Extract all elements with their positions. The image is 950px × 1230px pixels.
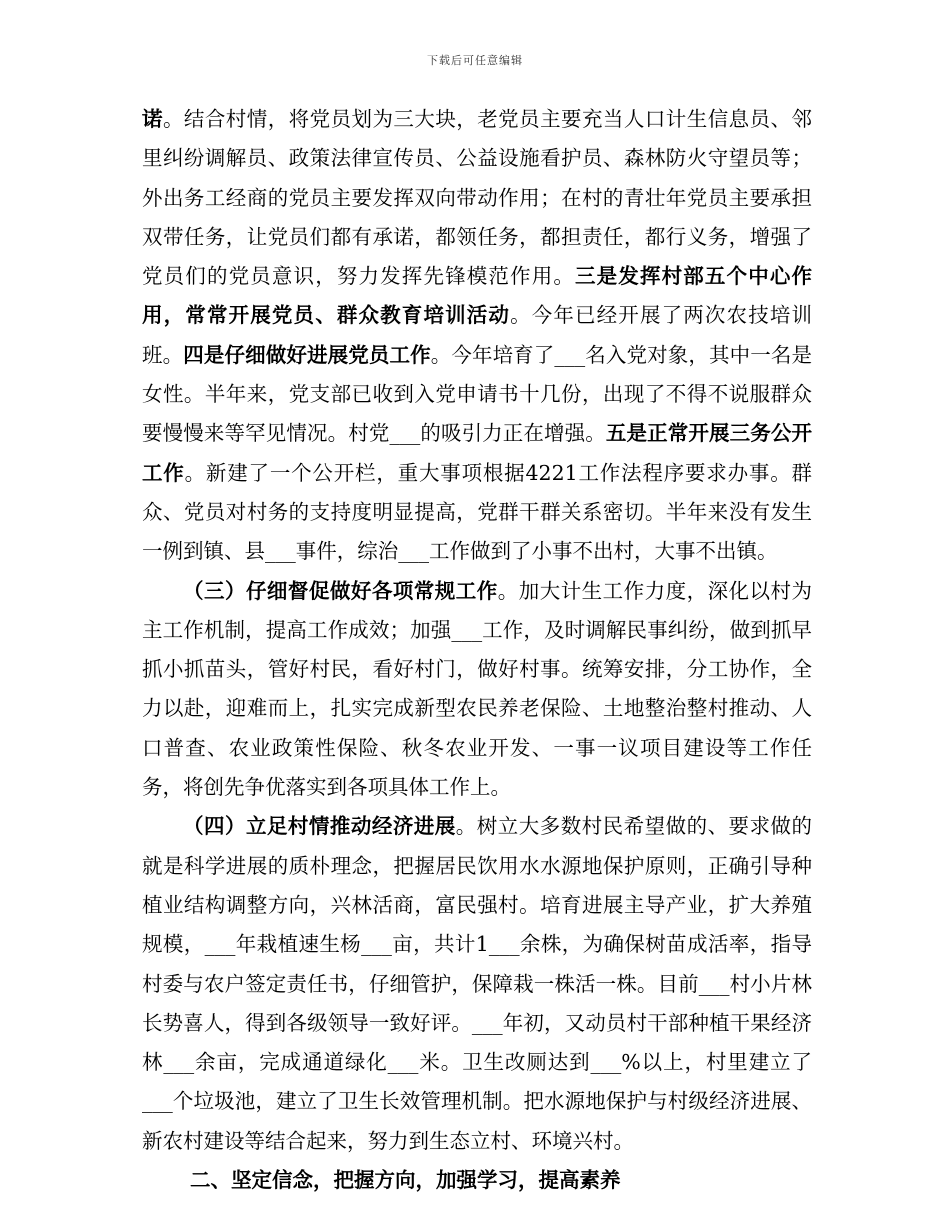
text-run: 。加大计生工作力度，深化以村为主工作机制，提高工作成效；加强___工作，及时调解民事纠纷，做到抓早抓小抓苗头，管好村民，看好村门，做好村事。统筹安排，分工协作，全力以赴，迎难而上，扎实完成新型农民养老保险、土地整治整村推动、人口普查、农业政策性保险、秋冬农业开发、一事一议项目建设等工作任务，将创先争优落实到各项具体工作上。 (142, 578, 813, 800)
bold-run: 四是仔细做好进展党员工作 (183, 342, 431, 367)
bold-run: （四）立足村情推动经济进展 (183, 814, 456, 839)
paragraph-routine-work (142, 572, 812, 808)
bold-run: （三）仔细督促做好各项常规工作 (183, 578, 498, 603)
bold-run: 诺 (142, 107, 163, 131)
page-header: 下载后可任意编辑 (427, 54, 523, 67)
document-body (142, 100, 812, 1200)
text-run: 。今年已经开展了两次农技培训班。 (142, 303, 813, 367)
bold-run: 五是正常开展三务公开工作 (142, 421, 813, 485)
text-run: 。今年培育了___名入党对象，其中一名是女性。半年来，党支部已收到入党申请书十几份，出现了不得不说服群众要慢慢来等罕见情况。村党___的吸引力正在增强。 (142, 342, 813, 446)
text-run: 。树立大多数村民希望做的、要求做的就是科学进展的质朴理念，把握居民饮用水水源地保护原则，正确引导种植业结构调整方向，兴林活商，富民强村。培育进展主导产业，扩大养殖规模，___年栽植速生杨___亩，共计1___余株，为确保树苗成活率，指导村委与农户签定责任书，仔细管护，保障栽一株活一株。目前___村小片林长势喜人，得到各级领导一致好评。___年初，又动员村干部种植干果经济林___余亩，完成通道绿化___米。卫生改厕达到___%以上，村里建立了___个垃圾池，建立了卫生长效管理机制。把水源地保护与村级经济进展、新农村建设等结合起来，努力到生态立村、环境兴村。 (142, 814, 813, 1153)
paragraph-economic-development (142, 807, 812, 1161)
bold-run: 三是发挥村部五个中心作用，常常开展党员、群众教育培训活动 (142, 264, 812, 328)
text-run: 。新建了一个公开栏，重大事项根据4221工作法程序要求办事。群众、党员对村务的支持度明显提高，党群干群关系密切。半年来没有发生一例到镇、县___事件，综治___工作做到了小事不出村，大事不出镇。 (142, 460, 812, 564)
section-heading: 二、坚定信念，把握方向，加强学习，提高素养 (190, 1168, 621, 1193)
paragraph-party-work (142, 100, 812, 572)
text-run: 。结合村情，将党员划为三大块，老党员主要充当人口计生信息员、邻里纠纷调解员、政策法律宣传员、公益设施看护员、森林防火守望员等；外出务工经商的党员主要发挥双向带动作用；在村的青壮年党员主要承担双带任务，让党员们都有承诺，都领任务，都担责任，都行义务，增强了党员们的党员意识，努力发挥先锋模范作用。 (142, 107, 812, 289)
